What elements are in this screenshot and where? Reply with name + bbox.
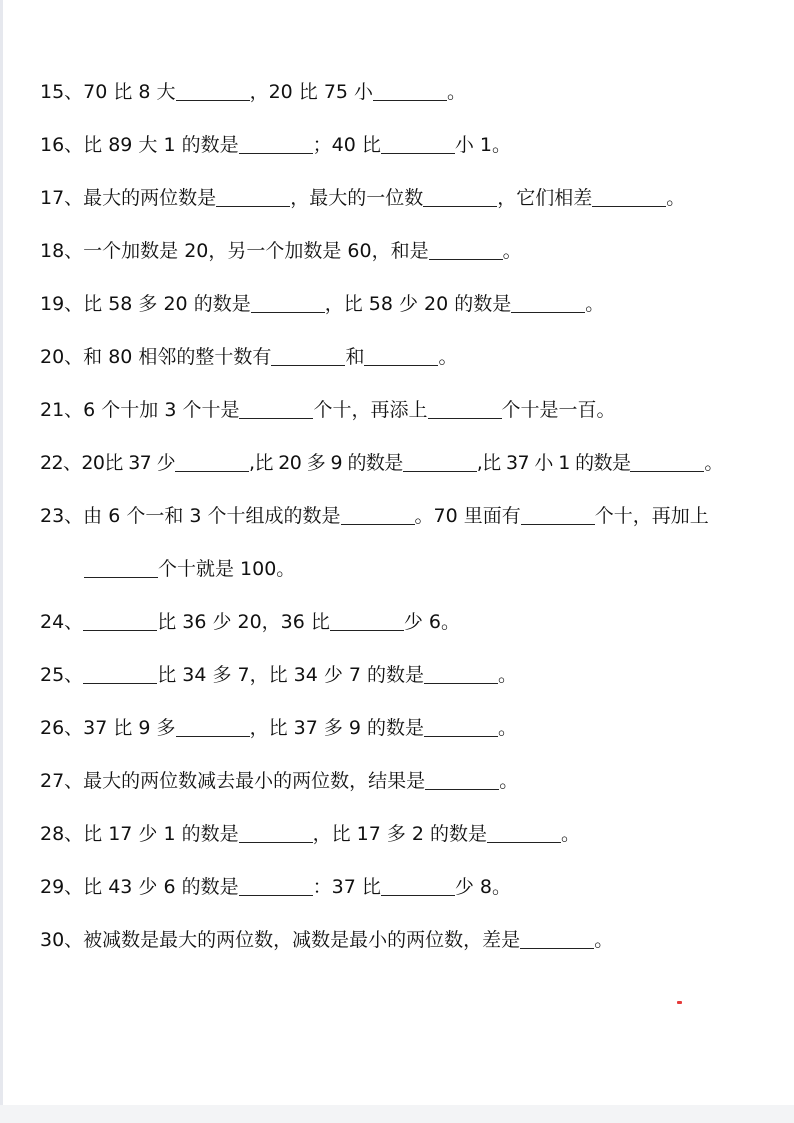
question-24 [40,610,764,634]
question-text: 。 [498,717,518,739]
question-28 [40,822,764,846]
question-text: 。 [704,452,723,474]
question-text: 。 [561,823,581,845]
question-text: ，比 37 多 9 的数是 [249,717,424,739]
answer-blank[interactable] [403,451,477,472]
question-text: ,比 37 小 1 的数是 [476,452,631,474]
question-text: 小 1。 [454,134,511,156]
question-26 [40,716,764,740]
question-text: 少 8。 [454,876,511,898]
answer-blank[interactable] [373,80,447,101]
question-text: 比 36 少 20，36 比 [157,611,330,633]
question-text: 和 [345,346,365,368]
question-text: 30、被减数是最大的两位数，减数是最小的两位数，差是 [40,929,521,951]
question-text: 27、最大的两位数减去最小的两位数，结果是 [40,770,426,792]
question-22 [40,451,764,475]
answer-blank[interactable] [176,80,250,101]
answer-blank[interactable] [251,292,325,313]
answer-blank[interactable] [425,769,499,790]
question-27 [40,769,764,793]
question-16 [40,133,764,157]
answer-blank[interactable] [239,822,313,843]
question-text: 29、比 43 少 6 的数是 [40,876,239,898]
question-text: 25、 [40,664,84,686]
question-30 [40,928,764,952]
question-text: 少 6。 [403,611,461,633]
answer-blank[interactable] [423,186,497,207]
question-text: 16、比 89 大 1 的数是 [40,134,239,156]
question-text: ，比 17 多 2 的数是 [312,823,488,845]
question-text: 19、比 58 多 20 的数是 [40,293,251,315]
answer-blank[interactable] [429,239,503,260]
question-text: ：37 比 [312,876,381,898]
question-15 [40,80,764,104]
answer-blank[interactable] [424,663,498,684]
answer-blank[interactable] [239,398,313,419]
question-text: 。70 里面有 [414,505,521,527]
question-text: 18、一个加数是 20，另一个加数是 60，和是 [40,240,429,262]
answer-blank[interactable] [175,451,249,472]
question-18 [40,239,764,263]
answer-blank[interactable] [381,133,455,154]
question-text: 20、和 80 相邻的整十数有 [40,346,272,368]
question-text: ，最大的一位数 [290,187,424,209]
question-text: 。 [594,929,614,951]
question-23 [40,504,764,528]
red-dot-mark [677,1001,682,1004]
question-text: 。 [499,770,519,792]
question-text: 26、37 比 9 多 [40,717,176,739]
answer-blank[interactable] [84,557,158,578]
question-text: ；40 比 [312,134,381,156]
question-19 [40,292,764,316]
question-text: 比 34 多 7，比 34 少 7 的数是 [157,664,424,686]
answer-blank[interactable] [520,928,594,949]
question-text: 15、70 比 8 大 [40,81,176,103]
question-text: ，20 比 75 小 [249,81,374,103]
answer-blank[interactable] [83,610,157,631]
question-20 [40,345,764,369]
answer-blank[interactable] [428,398,502,419]
question-text: 28、比 17 少 1 的数是 [40,823,239,845]
answer-blank[interactable] [364,345,438,366]
page-bottom-edge [0,1105,794,1123]
question-17 [40,186,764,210]
answer-blank[interactable] [239,133,313,154]
question-25 [40,663,764,687]
answer-blank[interactable] [511,292,585,313]
question-text: 个十，再加上 [594,505,709,527]
answer-blank[interactable] [592,186,666,207]
question-text: 个十是一百。 [501,399,616,421]
answer-blank[interactable] [216,186,290,207]
answer-blank[interactable] [271,345,345,366]
question-text: 22、20比 37 少 [40,452,176,474]
question-text: ，比 58 少 20 的数是 [324,293,512,315]
question-text: 17、最大的两位数是 [40,187,217,209]
question-text: 。 [447,81,467,103]
question-text: 。 [498,664,518,686]
question-text: ，它们相差 [497,187,593,209]
answer-blank[interactable] [83,663,157,684]
answer-blank[interactable] [381,875,455,896]
question-23-continued [84,557,764,581]
question-text: ,比 20 多 9 的数是 [249,452,403,474]
question-text: 个十就是 100。 [158,558,296,580]
question-text: 。 [666,187,686,209]
question-text: 21、6 个十加 3 个十是 [40,399,240,421]
question-text: 。 [502,240,522,262]
question-text: 23、由 6 个一和 3 个十组成的数是 [40,505,341,527]
question-text: 。 [585,293,605,315]
answer-blank[interactable] [521,504,595,525]
question-text: 24、 [40,611,84,633]
question-text: 个十，再添上 [313,399,428,421]
answer-blank[interactable] [341,504,415,525]
question-21 [40,398,764,422]
answer-blank[interactable] [424,716,498,737]
answer-blank[interactable] [176,716,250,737]
answer-blank[interactable] [330,610,404,631]
answer-blank[interactable] [239,875,313,896]
answer-blank[interactable] [630,451,704,472]
question-29 [40,875,764,899]
question-text: 。 [438,346,458,368]
answer-blank[interactable] [487,822,561,843]
